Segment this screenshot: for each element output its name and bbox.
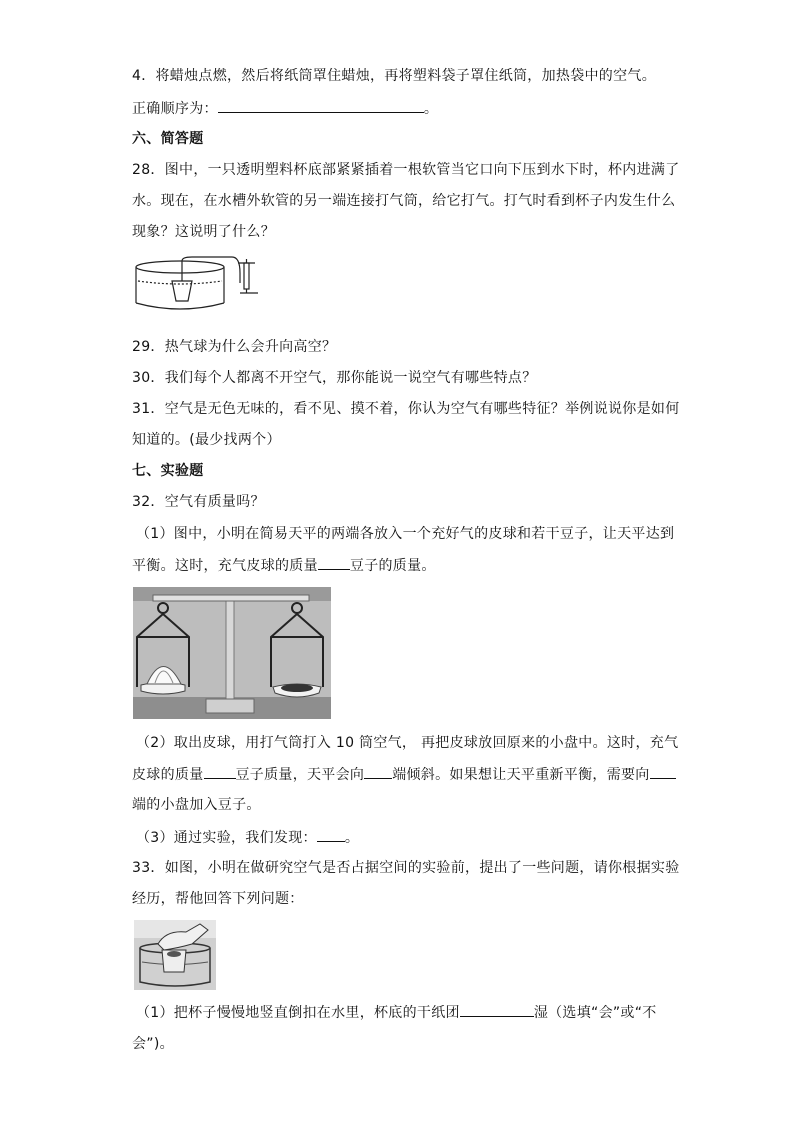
q32-2-line1: （2）取出皮球，用打气筒打入 10 筒空气， 再把皮球放回原来的小盘中。这时，充气 <box>136 735 679 751</box>
q32-2-line3: 端的小盘加入豆子。 <box>132 797 261 813</box>
answer-blank[interactable] <box>460 1002 534 1017</box>
answer-blank[interactable] <box>650 764 676 779</box>
text: （3）通过实验，我们发现： <box>136 830 317 846</box>
q32-2-line2 <box>132 764 676 785</box>
punct: 。 <box>344 830 360 846</box>
q32-1-line2 <box>132 555 436 576</box>
water-tank-figure <box>132 253 264 315</box>
text: 皮球的质量 <box>132 767 204 783</box>
q28-line1: 28．图中，一只透明塑料杯底部紧紧插着一根软管当它口向下压到水下时，杯内进满了 <box>132 162 680 178</box>
q33-line1: 33．如图，小明在做研究空气是否占据空间的实验前，提出了一些问题，请你根据实验 <box>132 860 680 876</box>
answer-label: 正确顺序为： <box>132 101 218 117</box>
q31-line1: 31．空气是无色无味的，看不见、摸不着，你认为空气有哪些特征？举例说说你是如何 <box>132 401 680 417</box>
q32-3 <box>136 827 359 848</box>
answer-blank[interactable] <box>218 98 424 113</box>
answer-blank[interactable] <box>318 555 350 570</box>
q33-1-line2: 会”)。 <box>132 1036 174 1052</box>
section-6-heading: 六、简答题 <box>132 131 204 147</box>
text: 端倾斜。如果想让天平重新平衡，需要向 <box>392 767 650 783</box>
text: 豆子的质量。 <box>349 558 436 574</box>
punct: 。 <box>423 101 439 117</box>
q31-line2: 知道的。(最少找两个） <box>132 432 281 448</box>
q30: 30．我们每个人都离不开空气，那你能说一说空气有哪些特点？ <box>132 370 537 386</box>
text: （1）把杯子慢慢地竖直倒扣在水里，杯底的干纸团 <box>136 1005 460 1021</box>
q28-line3: 现象？这说明了什么？ <box>132 224 275 240</box>
q32: 32．空气有质量吗？ <box>132 494 265 510</box>
q27-answer-line <box>132 98 438 119</box>
q32-1-line1: （1）图中，小明在简易天平的两端各放入一个充好气的皮球和若干豆子，让天平达到 <box>136 526 675 542</box>
cup-in-water-figure <box>134 920 216 990</box>
text: 湿（选填“会”或“不 <box>533 1005 657 1021</box>
answer-blank[interactable] <box>317 827 345 842</box>
balance-scale-figure <box>133 587 331 719</box>
text: 豆子质量，天平会向 <box>235 767 365 783</box>
q33-line2: 经历，帮他回答下列问题： <box>132 891 304 907</box>
answer-blank[interactable] <box>364 764 392 779</box>
q33-1-line1 <box>136 1002 657 1023</box>
answer-blank[interactable] <box>204 764 236 779</box>
section-7-heading: 七、实验题 <box>132 463 204 479</box>
q28-line2: 水。现在，在水槽外软管的另一端连接打气筒，给它打气。打气时看到杯子内发生什么 <box>132 193 676 209</box>
q29: 29．热气球为什么会升向高空？ <box>132 339 337 355</box>
q27-step4: 4．将蜡烛点燃，然后将纸筒罩住蜡烛，再将塑料袋子罩住纸筒，加热袋中的空气。 <box>132 68 657 84</box>
text: 平衡。这时，充气皮球的质量 <box>132 558 318 574</box>
